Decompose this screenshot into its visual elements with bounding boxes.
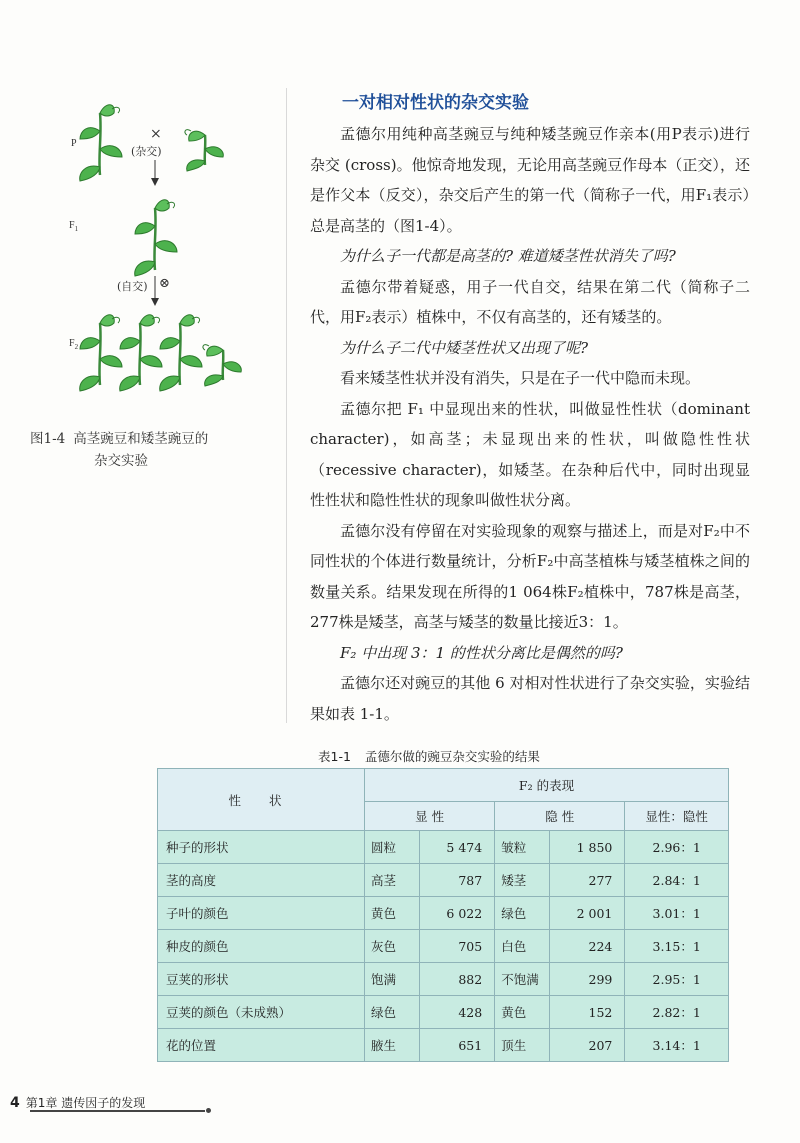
header-ratio: 显性：隐性 — [625, 802, 729, 831]
dwarf-plant-f2 — [203, 345, 241, 386]
self-text: (自交) — [117, 280, 148, 293]
header-trait: 性 状 — [158, 769, 365, 831]
dominant-count-cell: 882 — [420, 963, 495, 996]
tall-plant-f2-3 — [160, 315, 202, 391]
tall-plant-f1 — [135, 200, 177, 276]
ratio-cell: 3.15：1 — [625, 930, 729, 963]
recessive-label-cell: 不饱满 — [495, 963, 550, 996]
header-f2: F₂ 的表现 — [365, 769, 729, 802]
recessive-count-cell: 2 001 — [550, 897, 625, 930]
paragraph: 孟德尔没有停留在对实验现象的观察与描述上，而是对F₂中不同性状的个体进行数量统计，分析F₂中高茎植株与矮茎植株之间的数量关系。结果发现在所得的1 064株F₂植株中，787株是高茎，277株是矮茎，高茎与矮茎的数量比接近3：1。 — [310, 521, 750, 631]
recessive-count-cell: 1 850 — [550, 831, 625, 864]
recessive-count-cell: 207 — [550, 1029, 625, 1062]
label-f1: $F_1$ — [69, 220, 79, 233]
chapter-title: 第1章 遗传因子的发现 — [25, 1096, 146, 1110]
trait-cell: 种皮的颜色 — [158, 930, 365, 963]
table-row — [158, 996, 729, 1029]
section-title: 一对相对性状的杂交实验 — [342, 93, 529, 113]
table-row — [158, 864, 729, 897]
recessive-label-cell: 绿色 — [495, 897, 550, 930]
question: F₂ 中出现 3：1 的性状分离比是偶然的吗? — [340, 643, 623, 662]
figure-caption-number: 图1-4 — [30, 431, 66, 447]
trait-cell: 豆荚的颜色（未成熟） — [158, 996, 365, 1029]
pea-cross-figure — [55, 80, 260, 400]
main-text-column — [310, 88, 750, 729]
page-number: 4 — [10, 1095, 20, 1111]
recessive-label-cell: 皱粒 — [495, 831, 550, 864]
question: 为什么子二代中矮茎性状又出现了呢? — [340, 338, 589, 357]
dominant-label-cell: 圆粒 — [365, 831, 420, 864]
dwarf-plant-p — [185, 130, 223, 171]
label-f2: $F_2$ — [69, 338, 79, 351]
table-caption-number: 表1-1 — [318, 749, 351, 764]
table-body — [158, 831, 729, 1062]
figure-caption — [30, 428, 270, 472]
dominant-label-cell: 灰色 — [365, 930, 420, 963]
recessive-label-cell: 矮茎 — [495, 864, 550, 897]
recessive-count-cell: 152 — [550, 996, 625, 1029]
trait-cell: 花的位置 — [158, 1029, 365, 1062]
dominant-label-cell: 黄色 — [365, 897, 420, 930]
ratio-cell: 2.95：1 — [625, 963, 729, 996]
ratio-cell: 3.01：1 — [625, 897, 729, 930]
table-row — [158, 963, 729, 996]
recessive-label-cell: 顶生 — [495, 1029, 550, 1062]
dominant-count-cell: 428 — [420, 996, 495, 1029]
footer-rule — [30, 1110, 205, 1112]
column-divider — [286, 88, 287, 723]
recessive-label-cell: 白色 — [495, 930, 550, 963]
cross-symbol: × — [150, 126, 162, 142]
paragraph: 孟德尔用纯种高茎豌豆与纯种矮茎豌豆作亲本(用P表示)进行杂交 (cross)。他惊奇地发现，无论用高茎豌豆作母本（正交），还是作父本（反交），杂交后产生的第一代（简称子一代，用F₁表示）总是高茎的（图1-4）。 — [310, 125, 750, 235]
table-row — [158, 831, 729, 864]
cross-text: (杂交) — [131, 145, 162, 158]
table-row — [158, 930, 729, 963]
header-recessive: 隐 性 — [495, 802, 625, 831]
recessive-label-cell: 黄色 — [495, 996, 550, 1029]
tall-plant-f2-1 — [80, 315, 122, 391]
trait-cell: 豆荚的形状 — [158, 963, 365, 996]
ratio-cell: 2.82：1 — [625, 996, 729, 1029]
paragraph: 看来矮茎性状并没有消失，只是在子一代中隐而未现。 — [340, 369, 701, 387]
trait-cell: 种子的形状 — [158, 831, 365, 864]
dominant-count-cell: 5 474 — [420, 831, 495, 864]
dominant-count-cell: 705 — [420, 930, 495, 963]
ratio-cell: 3.14：1 — [625, 1029, 729, 1062]
paragraph: 孟德尔还对豌豆的其他 6 对相对性状进行了杂交实验，实验结果如表 1-1。 — [310, 674, 750, 723]
dominant-count-cell: 787 — [420, 864, 495, 897]
recessive-count-cell: 224 — [550, 930, 625, 963]
trait-cell: 子叶的颜色 — [158, 897, 365, 930]
self-symbol: ⊗ — [159, 276, 170, 291]
dominant-count-cell: 651 — [420, 1029, 495, 1062]
results-table — [157, 768, 729, 1062]
paragraph: 孟德尔带着疑惑，用子一代自交，结果在第二代（简称子二代，用F₂表示）植株中，不仅有高茎的，还有矮茎的。 — [310, 277, 750, 326]
trait-cell: 茎的高度 — [158, 864, 365, 897]
paragraph: 孟德尔把 F₁ 中显现出来的性状，叫做显性性状（dominant character)，如高茎；未显现出来的性状，叫做隐性性状（recessive character)，如矮茎。在杂种后代中，同时出现显性性状和隐性性状的现象叫做性状分离。 — [310, 399, 750, 509]
label-p: P — [71, 138, 77, 149]
ratio-cell: 2.84：1 — [625, 864, 729, 897]
table-caption — [318, 747, 554, 765]
header-dominant: 显 性 — [365, 802, 495, 831]
table-row — [158, 1029, 729, 1062]
figure-caption-line2: 杂交实验 — [94, 453, 148, 469]
dominant-label-cell: 绿色 — [365, 996, 420, 1029]
recessive-count-cell: 299 — [550, 963, 625, 996]
footer-dot — [206, 1108, 211, 1113]
figure-caption-line1: 高茎豌豆和矮茎豌豆的 — [73, 431, 209, 447]
page-footer — [10, 1094, 145, 1111]
ratio-cell: 2.96：1 — [625, 831, 729, 864]
dominant-label-cell: 高茎 — [365, 864, 420, 897]
tall-plant-p — [80, 105, 122, 181]
table-row — [158, 897, 729, 930]
dominant-label-cell: 饱满 — [365, 963, 420, 996]
question: 为什么子一代都是高茎的? 难道矮茎性状消失了吗? — [340, 247, 676, 265]
tall-plant-f2-2 — [120, 315, 162, 391]
recessive-count-cell: 277 — [550, 864, 625, 897]
dominant-label-cell: 腋生 — [365, 1029, 420, 1062]
table-caption-text: 孟德尔做的豌豆杂交实验的结果 — [364, 749, 540, 764]
dominant-count-cell: 6 022 — [420, 897, 495, 930]
